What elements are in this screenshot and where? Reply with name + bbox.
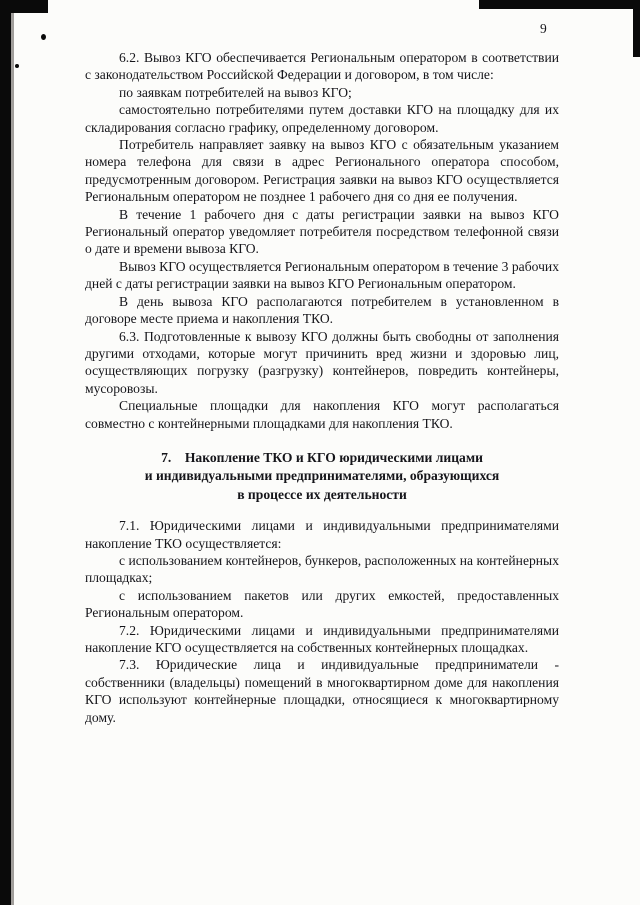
- paragraph-removal-day: В день вывоза КГО располагаются потребителем в установленном в договоре месте приема и накопления ТКО.: [85, 293, 559, 327]
- scan-artifact-top-left: [0, 0, 48, 13]
- scan-artifact-left-shadow: [11, 0, 14, 905]
- paragraph-7-1: 7.1. Юридическими лицами и индивидуальными предпринимателями накопление ТКО осуществляется:: [85, 518, 559, 551]
- scan-artifact-top-right: [479, 0, 640, 9]
- page-number: 9: [540, 21, 547, 36]
- paragraph-consumer-request: Потребитель направляет заявку на вывоз КГО с обязательным указанием номера телефона для связи в адрес Регионального оператора способом, предусмотренным договором. Регистрация заявки на вывоз КГО осуществляется Региональным оператором не позднее 1 рабочего дня со дня ее получения.: [85, 137, 559, 205]
- paragraph-7-1-item-1: с использованием контейнеров, бункеров, расположенных на контейнерных площадках;: [85, 552, 559, 586]
- paragraph-6-2: 6.2. Вывоз КГО обеспечивается Региональным оператором в соответствии с законодательством Российской Федерации и договором, в том числе:: [85, 50, 559, 83]
- heading-line-3: в процессе их деятельности: [237, 486, 407, 502]
- scan-artifact-right-edge: [633, 0, 640, 57]
- paragraph-7-2: 7.2. Юридическими лицами и индивидуальными предпринимателями накопление КГО осуществляется на собственных контейнерных площадках.: [85, 622, 559, 655]
- scan-artifact-left-edge: [0, 0, 11, 905]
- paragraph-7-3: 7.3. Юридические лица и индивидуальные предприниматели - собственники (владельцы) помещений в многоквартирном доме для накопления КГО используют контейнерные площадки, относящиеся к многоквартирному дому.: [85, 657, 559, 725]
- scan-speck: [15, 64, 19, 68]
- paragraph-notification: В течение 1 рабочего дня с даты регистрации заявки на вывоз КГО Региональный оператор уведомляет потребителя посредством телефонной связи о дате и времени вывоза КГО.: [85, 206, 559, 257]
- paragraph-6-2-item-1: по заявкам потребителей на вывоз КГО;: [119, 84, 352, 100]
- document-body: [85, 49, 559, 726]
- scan-speck: [41, 34, 46, 40]
- paragraph-7-1-item-2: с использованием пакетов или других емкостей, предоставленных Региональным оператором.: [85, 587, 559, 621]
- heading-line-2: и индивидуальными предпринимателями, образующихся: [144, 468, 500, 484]
- section-7-heading: [85, 449, 559, 504]
- paragraph-removal-term: Вывоз КГО осуществляется Региональным оператором в течение 3 рабочих дней с даты регистрации заявки на вывоз КГО Региональным оператором.: [85, 258, 559, 292]
- paragraph-special-sites: Специальные площадки для накопления КГО могут располагаться совместно с контейнерными площадками для накопления ТКО.: [85, 398, 559, 431]
- paragraph-6-2-item-2: самостоятельно потребителями путем доставки КГО на площадку для их складирования согласно графику, определенному договором.: [85, 102, 559, 135]
- paragraph-6-3: 6.3. Подготовленные к вывозу КГО должны быть свободны от заполнения другими отходами, которые могут причинить вред жизни и здоровью лиц, осуществляющих погрузку (разгрузку) контейнеров, повредить контейнеры, мусоровозы.: [85, 328, 559, 396]
- heading-line-1: 7. Накопление ТКО и КГО юридическими лицами: [161, 449, 483, 465]
